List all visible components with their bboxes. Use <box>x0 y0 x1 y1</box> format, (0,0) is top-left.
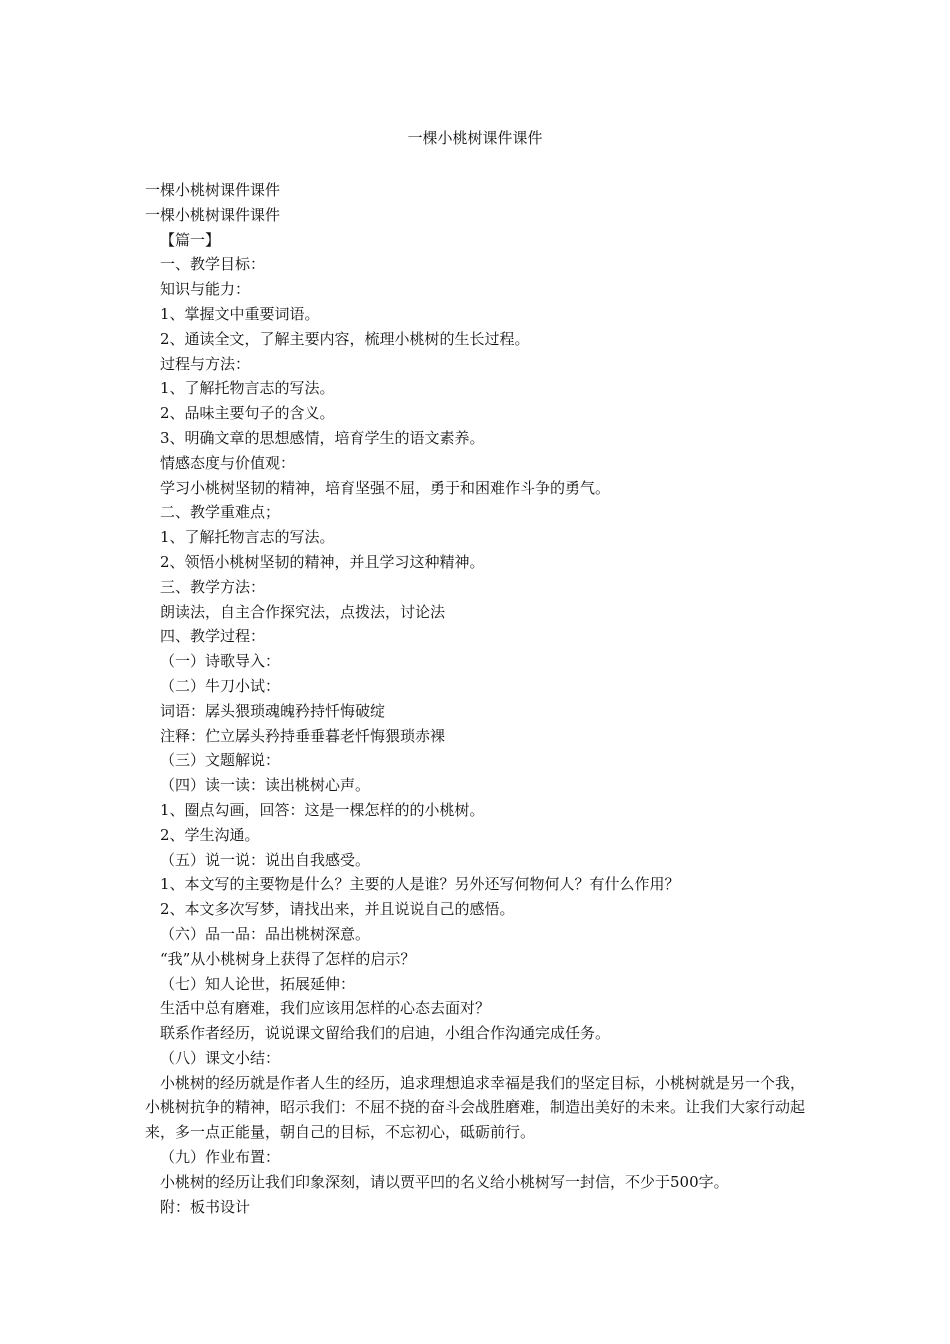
document-body <box>145 178 805 1219</box>
text-line: （五）说一说：说出自我感受。 <box>160 850 371 869</box>
text-line: （八）课文小结： <box>160 1048 281 1067</box>
text-line: 1、圈点勾画，回答：这是一棵怎样的的小桃树。 <box>160 800 485 819</box>
text-line: 四、教学过程： <box>160 627 266 646</box>
text-line: 1、掌握文中重要词语。 <box>160 304 320 323</box>
text-line: 1、了解托物言志的写法。 <box>160 379 335 398</box>
text-line: 3、明确文章的思想感情，培育学生的语文素养。 <box>160 428 485 447</box>
text-line: （七）知人论世，拓展延伸： <box>160 974 356 993</box>
text-line: 一棵小桃树课件课件 <box>145 181 281 199</box>
text-line: 附：板书设计 <box>160 1197 251 1216</box>
section-heading: 【篇一】 <box>160 230 221 249</box>
text-line: （九）作业布置： <box>160 1148 281 1167</box>
text-line: 朗读法，自主合作探究法，点拨法，讨论法 <box>160 602 446 621</box>
text-line: 2、品味主要句子的含义。 <box>160 404 335 423</box>
text-line: （一）诗歌导入： <box>160 652 281 671</box>
text-line: （二）牛刀小试： <box>160 676 281 695</box>
text-line: 情感态度与价值观： <box>160 453 296 472</box>
text-line: （六）品一品：品出桃树深意。 <box>160 924 371 943</box>
text-line: 2、学生沟通。 <box>160 825 260 844</box>
text-line: 2、本文多次写梦，请找出来，并且说说自己的感悟。 <box>160 900 515 919</box>
text-line: 1、本文写的主要物是什么？主要的人是谁？另外还写何物何人？有什么作用？ <box>160 875 680 894</box>
text-line: 词语：孱头猥琐魂魄矜持忏悔破绽 <box>160 701 386 720</box>
text-line: 二、教学重难点； <box>160 503 281 522</box>
text-line: 学习小桃树坚韧的精神，培育坚强不屈，勇于和困难作斗争的勇气。 <box>160 478 611 497</box>
text-line: 一、教学目标： <box>160 255 266 274</box>
summary-paragraph <box>145 1071 805 1145</box>
text-line: 联系作者经历，说说课文留给我们的启迪，小组合作沟通完成任务。 <box>160 1024 611 1043</box>
text-line: 2、通读全文，了解主要内容，梳理小桃树的生长过程。 <box>160 329 530 348</box>
text-line: （四）读一读：读出桃树心声。 <box>160 776 371 795</box>
summary-text: 小桃树的经历就是作者人生的经历，追求理想追求幸福是我们的坚定目标，小桃树就是另一个我，小桃树抗争的精神，昭示我们：不屈不挠的奋斗会战胜磨难，制造出美好的未来。让我们大家行动起来，多一点正能量，朝自己的目标，不忘初心，砥砺前行。 <box>145 1073 806 1142</box>
text-line: 知识与能力： <box>160 280 251 299</box>
text-line: 一棵小桃树课件课件 <box>145 205 281 224</box>
document-title: 一棵小桃树课件课件 <box>407 129 543 147</box>
text-line: 生活中总有磨难，我们应该用怎样的心态去面对？ <box>160 999 491 1018</box>
text-line: （三）文题解说： <box>160 751 281 770</box>
text-line: 过程与方法： <box>160 354 251 373</box>
text-line: 小桃树的经历让我们印象深刻，请以贾平凹的名义给小桃树写一封信，不少于500字。 <box>160 1172 729 1191</box>
text-line: 注释：伫立孱头矜持垂垂暮老忏悔猥琐赤裸 <box>160 726 446 745</box>
text-line: 1、了解托物言志的写法。 <box>160 528 335 547</box>
text-line: “我”从小桃树身上获得了怎样的启示？ <box>160 949 416 968</box>
text-line: 2、领悟小桃树坚韧的精神，并且学习这种精神。 <box>160 552 485 571</box>
text-line: 三、教学方法： <box>160 577 266 596</box>
